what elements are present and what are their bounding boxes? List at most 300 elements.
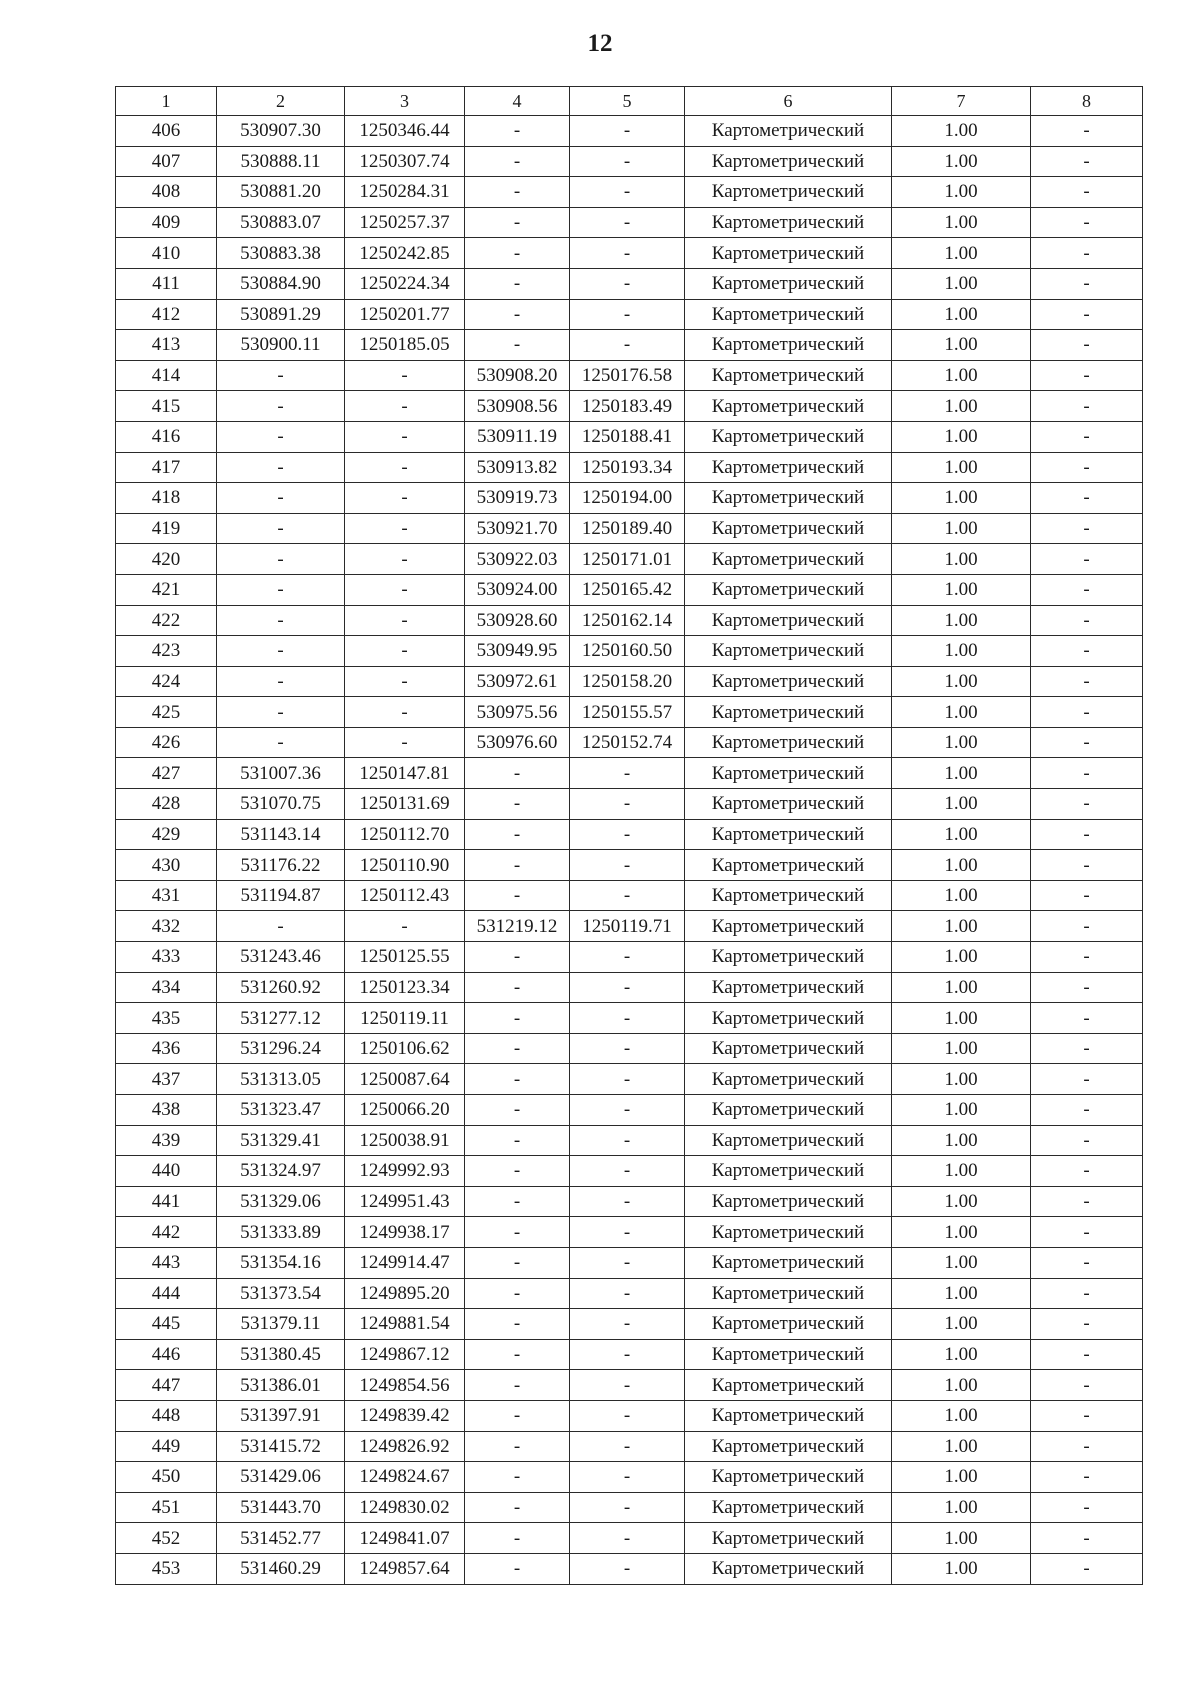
- table-cell: 1.00: [892, 1003, 1031, 1034]
- table-cell: Картометрический: [685, 911, 892, 942]
- table-cell: -: [1031, 758, 1143, 789]
- table-cell: 530919.73: [465, 483, 570, 514]
- table-cell: -: [1031, 1431, 1143, 1462]
- table-cell: -: [465, 972, 570, 1003]
- table-cell: 426: [116, 727, 217, 758]
- table-cell: -: [1031, 483, 1143, 514]
- table-cell: -: [1031, 819, 1143, 850]
- table-row: [116, 544, 1143, 575]
- table-cell: 1.00: [892, 1217, 1031, 1248]
- table-cell: 1250201.77: [345, 299, 465, 330]
- table-row: [116, 850, 1143, 881]
- table-cell: 1.00: [892, 727, 1031, 758]
- table-cell: 530908.20: [465, 360, 570, 391]
- table-cell: 1250185.05: [345, 330, 465, 361]
- table-cell: -: [217, 452, 345, 483]
- table-cell: -: [217, 727, 345, 758]
- table-cell: 439: [116, 1125, 217, 1156]
- table-cell: 449: [116, 1431, 217, 1462]
- table-cell: 530908.56: [465, 391, 570, 422]
- table-cell: 1250119.11: [345, 1003, 465, 1034]
- table-row: [116, 819, 1143, 850]
- table-cell: 1.00: [892, 1125, 1031, 1156]
- table-cell: -: [1031, 789, 1143, 820]
- table-cell: Картометрический: [685, 207, 892, 238]
- table-cell: 1250224.34: [345, 268, 465, 299]
- table-cell: 1.00: [892, 1339, 1031, 1370]
- table-cell: -: [465, 1186, 570, 1217]
- table-cell: 414: [116, 360, 217, 391]
- table-cell: -: [465, 1431, 570, 1462]
- table-row: [116, 360, 1143, 391]
- table-cell: Картометрический: [685, 268, 892, 299]
- table-cell: Картометрический: [685, 1309, 892, 1340]
- table-cell: 531313.05: [217, 1064, 345, 1095]
- table-cell: 530884.90: [217, 268, 345, 299]
- table-cell: -: [217, 574, 345, 605]
- table-cell: 1.00: [892, 819, 1031, 850]
- table-cell: 441: [116, 1186, 217, 1217]
- table-cell: 1.00: [892, 1095, 1031, 1126]
- column-header: 7: [892, 87, 1031, 116]
- table-cell: -: [570, 942, 685, 973]
- table-row: [116, 1400, 1143, 1431]
- table-cell: -: [345, 421, 465, 452]
- table-cell: 1250165.42: [570, 574, 685, 605]
- table-cell: 447: [116, 1370, 217, 1401]
- table-cell: -: [1031, 1156, 1143, 1187]
- table-row: [116, 1156, 1143, 1187]
- column-header: 2: [217, 87, 345, 116]
- table-row: [116, 911, 1143, 942]
- table-cell: 531415.72: [217, 1431, 345, 1462]
- table-cell: 1250155.57: [570, 697, 685, 728]
- table-cell: 427: [116, 758, 217, 789]
- table-cell: -: [1031, 1186, 1143, 1217]
- table-cell: -: [217, 911, 345, 942]
- table-cell: Картометрический: [685, 1033, 892, 1064]
- table-row: [116, 1247, 1143, 1278]
- table-cell: 419: [116, 513, 217, 544]
- table-cell: 1.00: [892, 880, 1031, 911]
- table-cell: 1250147.81: [345, 758, 465, 789]
- table-row: [116, 1370, 1143, 1401]
- table-cell: Картометрический: [685, 1095, 892, 1126]
- table-cell: -: [570, 1523, 685, 1554]
- table-cell: Картометрический: [685, 1186, 892, 1217]
- table-cell: Картометрический: [685, 1462, 892, 1493]
- table-row: [116, 299, 1143, 330]
- table-cell: -: [465, 146, 570, 177]
- table-cell: 453: [116, 1553, 217, 1584]
- table-cell: 452: [116, 1523, 217, 1554]
- table-cell: -: [345, 544, 465, 575]
- table-cell: 1.00: [892, 116, 1031, 147]
- table-cell: 416: [116, 421, 217, 452]
- table-cell: Картометрический: [685, 789, 892, 820]
- table-cell: Картометрический: [685, 146, 892, 177]
- table-row: [116, 1278, 1143, 1309]
- table-cell: -: [345, 636, 465, 667]
- table-cell: Картометрический: [685, 238, 892, 269]
- table-cell: -: [345, 513, 465, 544]
- table-row: [116, 972, 1143, 1003]
- table-cell: 531277.12: [217, 1003, 345, 1034]
- table-cell: Картометрический: [685, 1370, 892, 1401]
- table-cell: 530891.29: [217, 299, 345, 330]
- table-cell: 1249914.47: [345, 1247, 465, 1278]
- table-cell: -: [465, 1003, 570, 1034]
- table-cell: -: [1031, 1339, 1143, 1370]
- column-header: 1: [116, 87, 217, 116]
- table-cell: 413: [116, 330, 217, 361]
- column-header: 5: [570, 87, 685, 116]
- table-cell: 409: [116, 207, 217, 238]
- table-cell: 1250162.14: [570, 605, 685, 636]
- table-cell: Картометрический: [685, 880, 892, 911]
- table-cell: 1250152.74: [570, 727, 685, 758]
- table-cell: Картометрический: [685, 636, 892, 667]
- table-cell: Картометрический: [685, 819, 892, 850]
- table-cell: -: [465, 1553, 570, 1584]
- table-cell: -: [1031, 972, 1143, 1003]
- table-cell: -: [465, 758, 570, 789]
- table-cell: 1.00: [892, 207, 1031, 238]
- table-cell: Картометрический: [685, 483, 892, 514]
- table-cell: 1250125.55: [345, 942, 465, 973]
- table-cell: 1.00: [892, 1400, 1031, 1431]
- table-cell: 1249857.64: [345, 1553, 465, 1584]
- table-cell: 1250242.85: [345, 238, 465, 269]
- table-cell: 530881.20: [217, 177, 345, 208]
- table-cell: 411: [116, 268, 217, 299]
- table-cell: -: [1031, 391, 1143, 422]
- table-cell: -: [1031, 942, 1143, 973]
- header-row: [116, 87, 1143, 116]
- table-cell: 530972.61: [465, 666, 570, 697]
- table-cell: 1.00: [892, 452, 1031, 483]
- table-cell: 1250307.74: [345, 146, 465, 177]
- table-cell: -: [1031, 421, 1143, 452]
- table-cell: -: [570, 1186, 685, 1217]
- table-cell: 531333.89: [217, 1217, 345, 1248]
- table-cell: -: [1031, 1309, 1143, 1340]
- table-cell: Картометрический: [685, 1247, 892, 1278]
- table-cell: -: [465, 1217, 570, 1248]
- table-cell: 531143.14: [217, 819, 345, 850]
- table-row: [116, 1033, 1143, 1064]
- table-cell: Картометрический: [685, 1339, 892, 1370]
- table-cell: 531070.75: [217, 789, 345, 820]
- table-cell: 531324.97: [217, 1156, 345, 1187]
- table-cell: 1.00: [892, 238, 1031, 269]
- table-cell: 1.00: [892, 1033, 1031, 1064]
- table-cell: 417: [116, 452, 217, 483]
- table-cell: 530976.60: [465, 727, 570, 758]
- table-cell: -: [1031, 1125, 1143, 1156]
- table-cell: -: [1031, 360, 1143, 391]
- table-cell: -: [217, 513, 345, 544]
- table-cell: -: [570, 1309, 685, 1340]
- table-row: [116, 116, 1143, 147]
- table-cell: -: [217, 421, 345, 452]
- table-cell: -: [1031, 1553, 1143, 1584]
- table-cell: 1249824.67: [345, 1462, 465, 1493]
- table-row: [116, 421, 1143, 452]
- table-cell: 406: [116, 116, 217, 147]
- table-cell: 1249867.12: [345, 1339, 465, 1370]
- table-cell: -: [570, 146, 685, 177]
- table-cell: -: [465, 789, 570, 820]
- table-cell: 1.00: [892, 1370, 1031, 1401]
- table-cell: -: [570, 330, 685, 361]
- table-cell: 1.00: [892, 1309, 1031, 1340]
- table-cell: 1.00: [892, 758, 1031, 789]
- table-cell: 531379.11: [217, 1309, 345, 1340]
- table-row: [116, 727, 1143, 758]
- table-cell: Картометрический: [685, 1523, 892, 1554]
- table-cell: 425: [116, 697, 217, 728]
- table-cell: -: [570, 972, 685, 1003]
- table-row: [116, 452, 1143, 483]
- table-cell: 1.00: [892, 574, 1031, 605]
- table-cell: -: [570, 1462, 685, 1493]
- table-cell: 1.00: [892, 421, 1031, 452]
- table-cell: Картометрический: [685, 360, 892, 391]
- table-cell: -: [1031, 1033, 1143, 1064]
- table-cell: 433: [116, 942, 217, 973]
- table-cell: 530922.03: [465, 544, 570, 575]
- table-row: [116, 268, 1143, 299]
- table-cell: 1.00: [892, 177, 1031, 208]
- table-cell: -: [570, 116, 685, 147]
- table-cell: 1.00: [892, 1064, 1031, 1095]
- table-cell: Картометрический: [685, 1003, 892, 1034]
- table-cell: -: [570, 1247, 685, 1278]
- table-cell: Картометрический: [685, 666, 892, 697]
- table-cell: 412: [116, 299, 217, 330]
- table-cell: Картометрический: [685, 1431, 892, 1462]
- table-cell: 1249951.43: [345, 1186, 465, 1217]
- table-cell: -: [570, 1156, 685, 1187]
- table-row: [116, 1064, 1143, 1095]
- table-cell: 530975.56: [465, 697, 570, 728]
- table-row: [116, 605, 1143, 636]
- table-cell: -: [465, 1033, 570, 1064]
- table-cell: -: [345, 697, 465, 728]
- table-row: [116, 207, 1143, 238]
- table-cell: -: [1031, 299, 1143, 330]
- table-row: [116, 1217, 1143, 1248]
- table-cell: 1250257.37: [345, 207, 465, 238]
- table-cell: 1.00: [892, 972, 1031, 1003]
- table-cell: -: [1031, 636, 1143, 667]
- table-cell: 421: [116, 574, 217, 605]
- table-row: [116, 1339, 1143, 1370]
- table-cell: -: [465, 1339, 570, 1370]
- table-cell: -: [1031, 238, 1143, 269]
- table-cell: -: [465, 1156, 570, 1187]
- table-cell: 531386.01: [217, 1370, 345, 1401]
- table-cell: 407: [116, 146, 217, 177]
- table-cell: 530911.19: [465, 421, 570, 452]
- table-cell: 1250106.62: [345, 1033, 465, 1064]
- table-cell: -: [570, 207, 685, 238]
- table-cell: -: [1031, 850, 1143, 881]
- table-cell: -: [570, 1003, 685, 1034]
- table-cell: 431: [116, 880, 217, 911]
- table-cell: -: [570, 177, 685, 208]
- table-cell: 428: [116, 789, 217, 820]
- table-cell: -: [465, 299, 570, 330]
- table-cell: Картометрический: [685, 513, 892, 544]
- table-cell: 1.00: [892, 360, 1031, 391]
- table-cell: -: [1031, 605, 1143, 636]
- table-cell: 429: [116, 819, 217, 850]
- table-cell: Картометрический: [685, 1125, 892, 1156]
- table-cell: 530900.11: [217, 330, 345, 361]
- table-cell: -: [217, 483, 345, 514]
- table-cell: -: [570, 1033, 685, 1064]
- table-cell: 1250188.41: [570, 421, 685, 452]
- table-cell: 1.00: [892, 1553, 1031, 1584]
- table-cell: 1.00: [892, 146, 1031, 177]
- table-cell: -: [465, 1370, 570, 1401]
- table-cell: -: [1031, 1492, 1143, 1523]
- table-cell: 1.00: [892, 268, 1031, 299]
- table-cell: -: [465, 819, 570, 850]
- table-body: [116, 116, 1143, 1585]
- table-cell: Картометрический: [685, 299, 892, 330]
- table-cell: Картометрический: [685, 1156, 892, 1187]
- table-cell: 430: [116, 850, 217, 881]
- table-cell: -: [465, 850, 570, 881]
- table-cell: 1250194.00: [570, 483, 685, 514]
- table-cell: Картометрический: [685, 330, 892, 361]
- table-cell: 1.00: [892, 942, 1031, 973]
- table-cell: -: [570, 1125, 685, 1156]
- table-cell: -: [570, 850, 685, 881]
- table-cell: -: [570, 268, 685, 299]
- table-cell: 1.00: [892, 1431, 1031, 1462]
- table-cell: 531176.22: [217, 850, 345, 881]
- table-cell: 1.00: [892, 636, 1031, 667]
- table-cell: 1250087.64: [345, 1064, 465, 1095]
- table-cell: Картометрический: [685, 544, 892, 575]
- table-row: [116, 513, 1143, 544]
- table-cell: -: [1031, 697, 1143, 728]
- table-cell: -: [345, 483, 465, 514]
- table-cell: Картометрический: [685, 421, 892, 452]
- table-cell: -: [465, 268, 570, 299]
- table-cell: -: [345, 391, 465, 422]
- table-cell: -: [217, 544, 345, 575]
- table-cell: -: [570, 1400, 685, 1431]
- table-cell: 1.00: [892, 1186, 1031, 1217]
- table-cell: -: [1031, 727, 1143, 758]
- table-cell: 436: [116, 1033, 217, 1064]
- table-cell: 531452.77: [217, 1523, 345, 1554]
- table-cell: -: [1031, 177, 1143, 208]
- table-cell: -: [465, 1125, 570, 1156]
- table-cell: -: [570, 1492, 685, 1523]
- table-row: [116, 1492, 1143, 1523]
- table-cell: 1249938.17: [345, 1217, 465, 1248]
- table-cell: -: [1031, 880, 1143, 911]
- table-cell: 1.00: [892, 697, 1031, 728]
- table-cell: 444: [116, 1278, 217, 1309]
- table-cell: 1.00: [892, 911, 1031, 942]
- table-row: [116, 942, 1143, 973]
- table-cell: 1250131.69: [345, 789, 465, 820]
- table-row: [116, 636, 1143, 667]
- column-header: 8: [1031, 87, 1143, 116]
- table-cell: -: [1031, 330, 1143, 361]
- table-cell: 531443.70: [217, 1492, 345, 1523]
- table-cell: -: [1031, 452, 1143, 483]
- table-cell: 423: [116, 636, 217, 667]
- table-row: [116, 1462, 1143, 1493]
- table-row: [116, 391, 1143, 422]
- table-row: [116, 789, 1143, 820]
- table-cell: -: [570, 299, 685, 330]
- table-cell: -: [1031, 1370, 1143, 1401]
- table-cell: -: [217, 360, 345, 391]
- table-cell: -: [1031, 574, 1143, 605]
- table-row: [116, 1553, 1143, 1584]
- table-cell: Картометрический: [685, 697, 892, 728]
- table-cell: 424: [116, 666, 217, 697]
- table-row: [116, 1523, 1143, 1554]
- table-cell: -: [570, 1217, 685, 1248]
- table-cell: Картометрический: [685, 177, 892, 208]
- table-cell: 1250112.70: [345, 819, 465, 850]
- table-row: [116, 880, 1143, 911]
- table-cell: -: [570, 1339, 685, 1370]
- table-cell: -: [465, 116, 570, 147]
- table-cell: -: [345, 911, 465, 942]
- table-cell: -: [465, 207, 570, 238]
- table-cell: 437: [116, 1064, 217, 1095]
- table-cell: 450: [116, 1462, 217, 1493]
- table-cell: -: [1031, 1462, 1143, 1493]
- table-cell: 530913.82: [465, 452, 570, 483]
- table-cell: 1.00: [892, 299, 1031, 330]
- table-cell: 531194.87: [217, 880, 345, 911]
- table-cell: 440: [116, 1156, 217, 1187]
- table-cell: -: [570, 1431, 685, 1462]
- table-cell: 1250123.34: [345, 972, 465, 1003]
- table-cell: 1.00: [892, 1523, 1031, 1554]
- table-cell: 1250346.44: [345, 116, 465, 147]
- table-cell: 531329.06: [217, 1186, 345, 1217]
- table-row: [116, 574, 1143, 605]
- table-cell: 530928.60: [465, 605, 570, 636]
- table-cell: -: [345, 574, 465, 605]
- table-cell: -: [1031, 1064, 1143, 1095]
- column-header: 4: [465, 87, 570, 116]
- table-cell: 451: [116, 1492, 217, 1523]
- table-cell: Картометрический: [685, 391, 892, 422]
- table-cell: Картометрический: [685, 1064, 892, 1095]
- table-cell: 1.00: [892, 605, 1031, 636]
- table-cell: -: [1031, 513, 1143, 544]
- table-cell: 1.00: [892, 850, 1031, 881]
- table-cell: Картометрический: [685, 942, 892, 973]
- table-cell: -: [465, 942, 570, 973]
- table-cell: 1249881.54: [345, 1309, 465, 1340]
- table-cell: -: [345, 452, 465, 483]
